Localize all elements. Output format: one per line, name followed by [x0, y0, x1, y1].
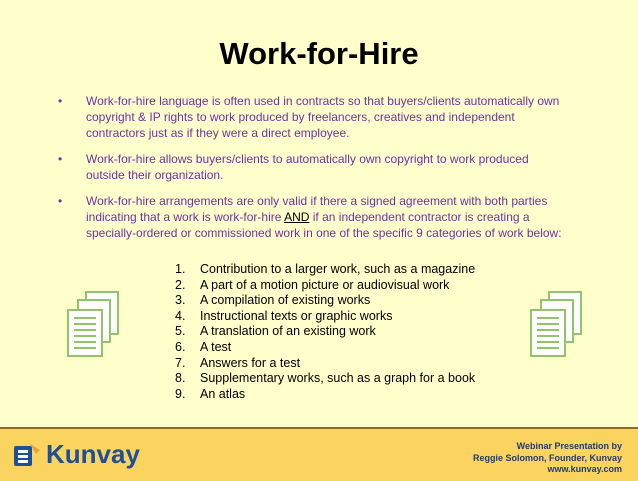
logo-text: Kunvay [46, 439, 140, 469]
bullet-marker: • [58, 94, 63, 108]
category-item: 6. A test [175, 339, 232, 354]
credit-line: Webinar Presentation by [516, 441, 622, 451]
bullet-text-after: if an independent contractor is creating a specially-ordered or commissioned work in one of the specific 9 categories of work below: [86, 210, 562, 240]
bullet-marker: • [58, 194, 63, 208]
kunvay-logo [12, 439, 140, 470]
bullet-marker: • [58, 152, 63, 166]
slide-title: Work-for-Hire [219, 36, 419, 71]
category-list [175, 262, 475, 402]
website-link: www.kunvay.com [547, 464, 622, 474]
bullet-item [58, 193, 568, 241]
category-item: 1. Contribution to a larger work, such as a magazine [175, 262, 476, 276]
bullet-text: Work-for-hire language is often used in contracts so that buyers/clients automatically own copyright & IP rights to work produced by freelancers, creatives and independent contractors just as if they were a direct employee. [86, 94, 560, 140]
documents-icon [64, 290, 122, 360]
bullet-text: Work-for-hire allows buyers/clients to automatically own copyright to work produced outside their organization. [86, 152, 529, 182]
category-item: 7. Answers for a test [175, 355, 301, 370]
kunvay-logo-icon [12, 440, 42, 470]
credit-line: Reggie Solomon, Founder, Kunvay [472, 452, 622, 463]
documents-icon [527, 290, 585, 360]
bullet-item [58, 93, 568, 141]
category-item: 4. Instructional texts or graphic works [175, 308, 393, 323]
footer-bar [0, 427, 638, 481]
category-item: 9. An atlas [175, 386, 246, 401]
emphasis-and: AND [284, 210, 310, 224]
presentation-credits [473, 441, 622, 476]
category-item: 3. A compilation of existing works [175, 293, 371, 308]
category-item: 8. Supplementary works, such as a graph for a book [175, 371, 476, 386]
category-item: 2. A part of a motion picture or audiovisual work [175, 277, 450, 292]
bullet-text [86, 193, 568, 241]
bullet-list [58, 93, 568, 251]
category-item: 5. A translation of an existing work [175, 324, 376, 339]
bullet-item [58, 151, 568, 183]
bullet-text-before: Work-for-hire arrangements are only valid if there a signed agreement with both parties indicating that a work is work-for-hire [86, 194, 548, 224]
